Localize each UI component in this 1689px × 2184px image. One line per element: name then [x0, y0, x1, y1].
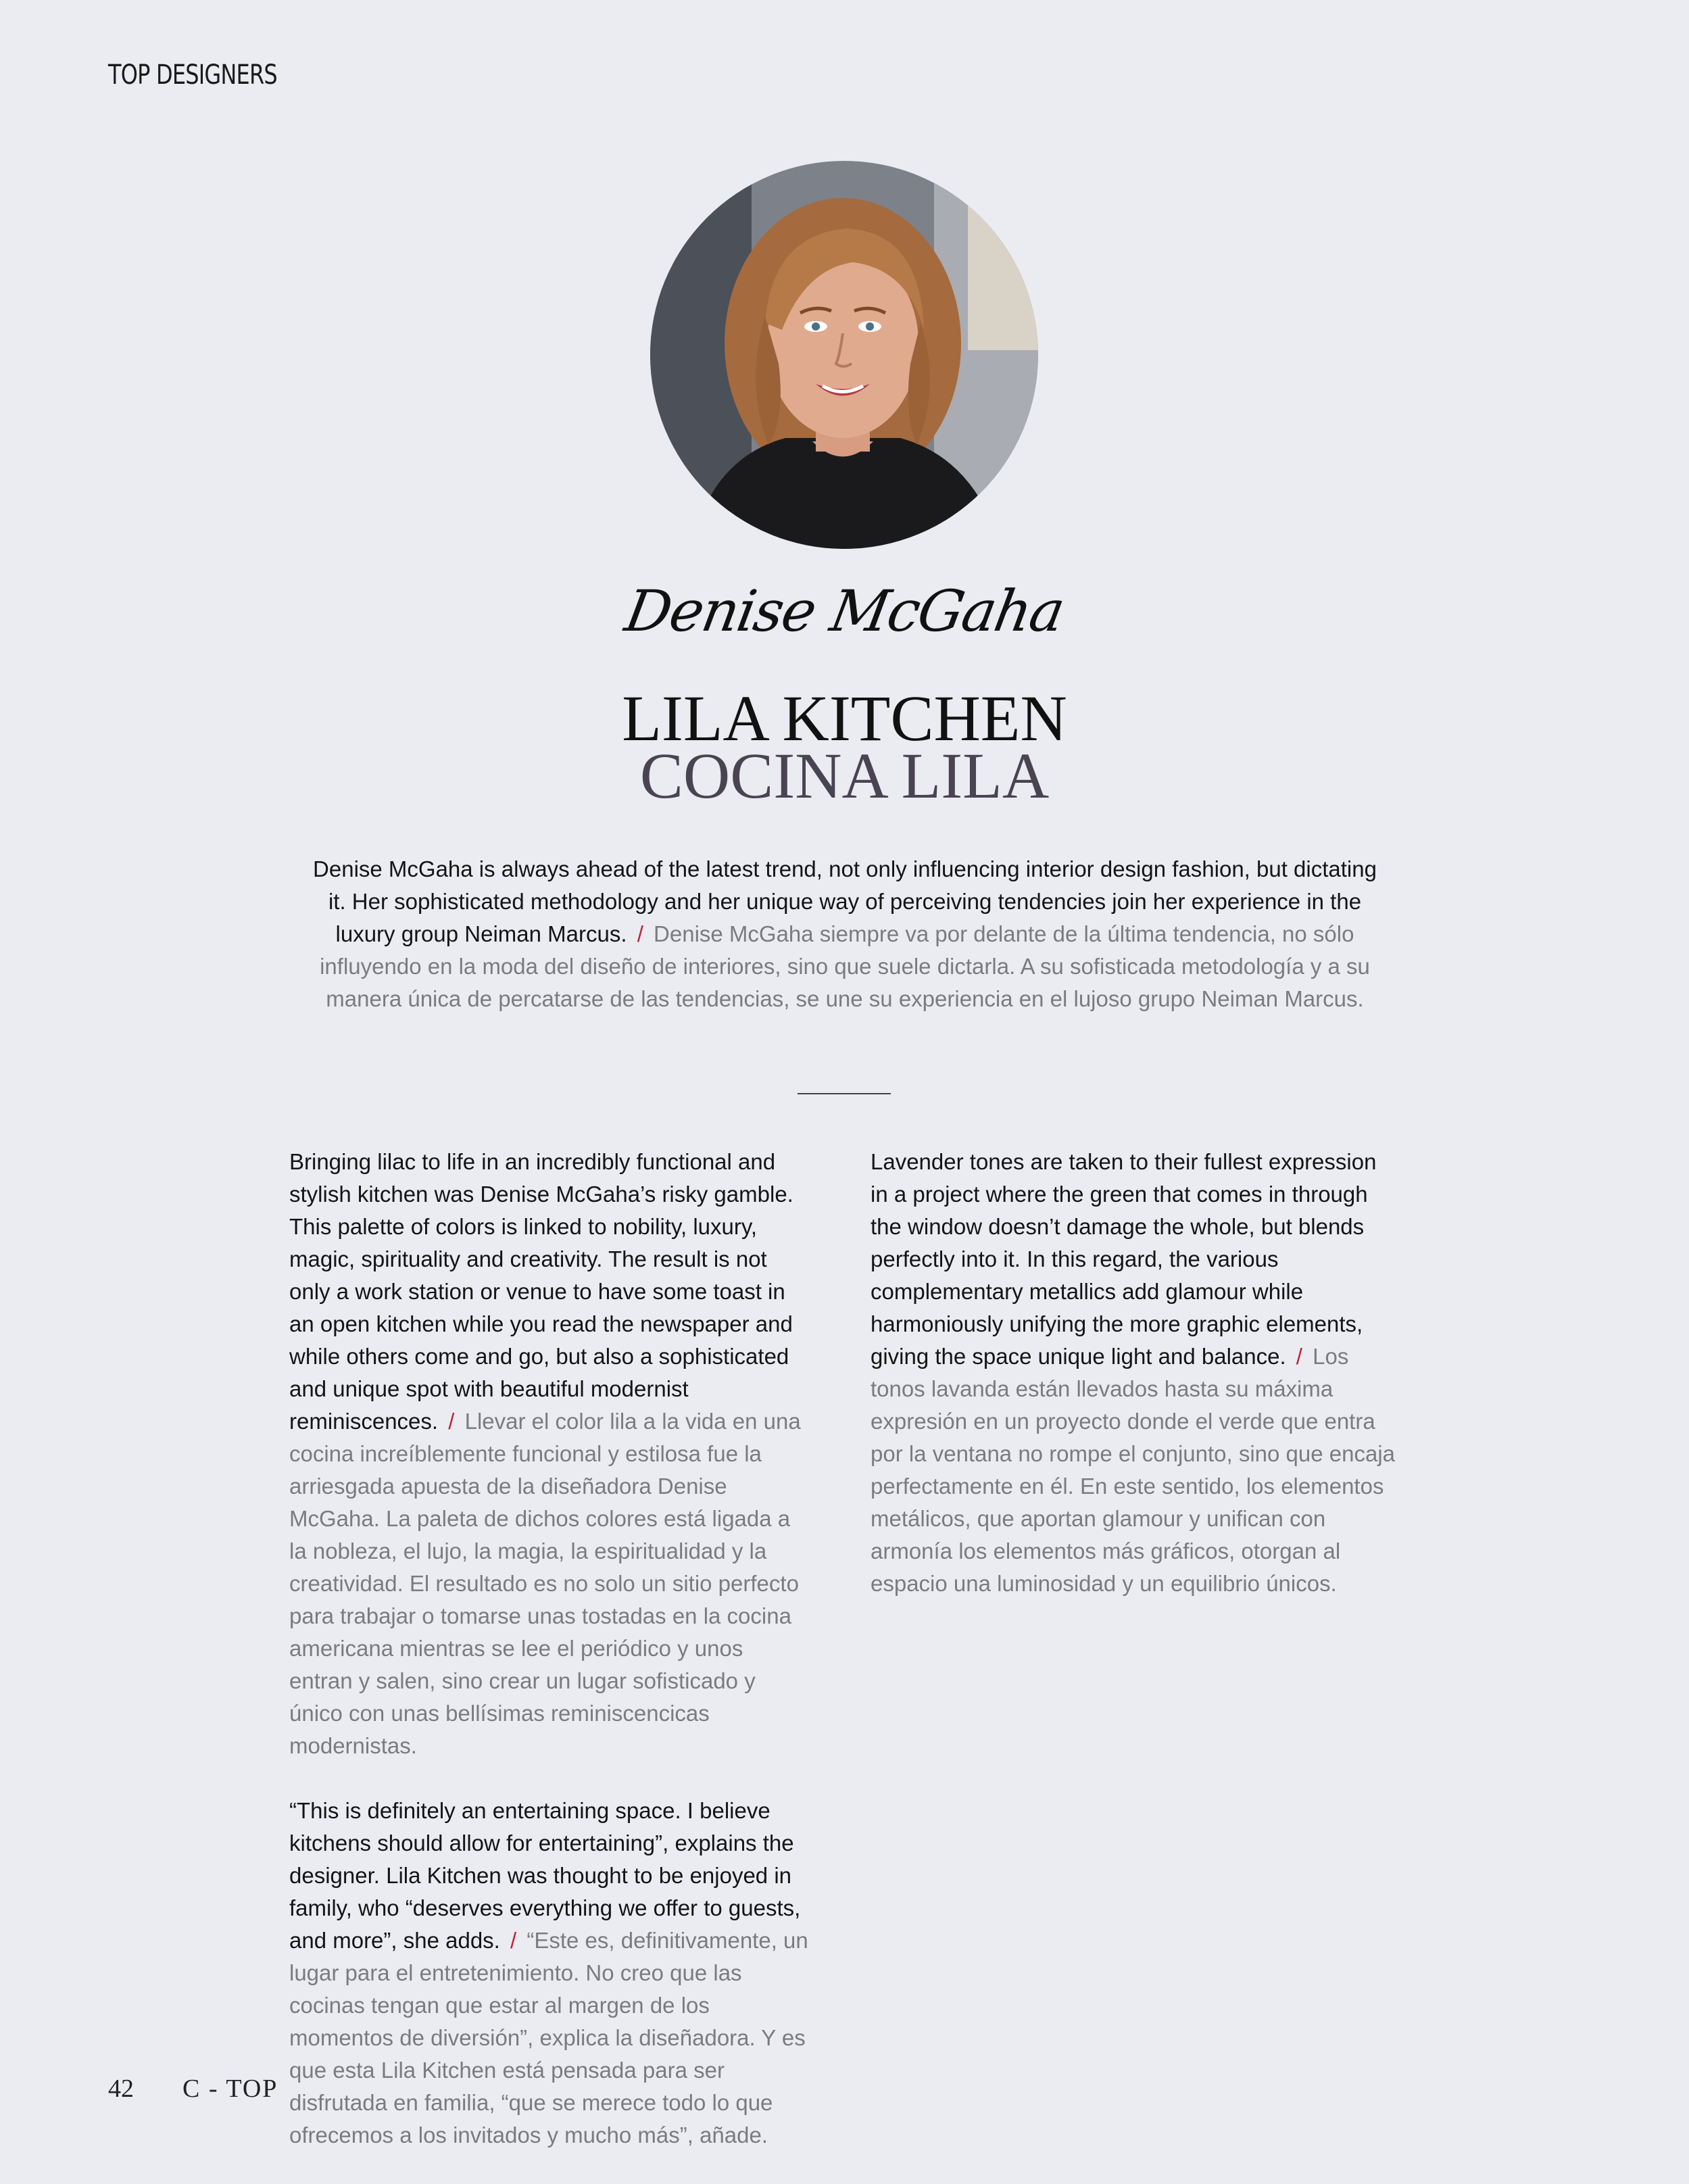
page-number: 42 [108, 2074, 134, 2103]
portrait-illustration [650, 161, 1038, 549]
intro-spanish: Denise McGaha siempre va por delante de la última tendencia, no sólo influyendo en la moda del diseño de interiores, sino que suele dictarla. A su sofisticada metodología y a su manera única de percatarse de las tendencias, se une su experiencia en el lujoso grupo Neiman Marcus. [320, 921, 1370, 1011]
language-separator: / [510, 1928, 517, 1953]
designer-signature: Denise McGaha [620, 578, 1069, 644]
paragraph-spanish: “Este es, definitivamente, un lugar para el entretenimiento. No creo que las cocinas tengan que estar al margen de los momentos de diversión”, explica la diseñadora. Y es que esta Lila Kitchen está pensada para ser disfrutada en familia, “que se merece todo lo que ofrecemos a los invitados y mucho más”, añade. [289, 1928, 808, 2147]
language-separator: / [637, 921, 643, 946]
language-separator: / [448, 1409, 455, 1434]
title-english: LILA KITCHEN [622, 682, 1067, 754]
body-column-left [289, 1146, 810, 2184]
body-paragraph [871, 1146, 1398, 1600]
language-separator: / [1296, 1344, 1302, 1369]
magazine-name: C - TOP [182, 2074, 278, 2103]
designer-portrait [650, 161, 1038, 549]
intro-english: Denise McGaha is always ahead of the latest trend, not only influencing interior design fashion, but dictating it. Her sophisticated methodology and her unique way of perceiving tendencies join her experience in the luxury group Neiman Marcus. [313, 856, 1377, 946]
paragraph-spanish: Llevar el color lila a la vida en una cocina increíblemente funcional y estilosa fue la arriesgada apuesta de la diseñadora Denise McGaha. La paleta de dichos colores está ligada a la nobleza, el lujo, la magia, la espiritualidad y la creatividad. El resultado es no solo un sitio perfecto para trabajar o tomarse unas tostadas en la cocina americana mientras se lee el periódico y unos entran y salen, sino crear un lugar sofisticado y único con unas bellísimas reminiscencicas modernistas. [289, 1409, 801, 1758]
body-column-right [871, 1146, 1398, 1632]
divider-rule [798, 1093, 891, 1094]
section-label: TOP DESIGNERS [108, 59, 277, 91]
body-paragraph [289, 1795, 810, 2152]
body-paragraph [289, 1146, 810, 1762]
intro-paragraph [304, 853, 1386, 1015]
paragraph-spanish: Los tonos lavanda están llevados hasta su máxima expresión en un proyecto donde el verde que entra por la ventana no rompe el conjunto, sino que encaja perfectamente en él. En este sentido, los elementos metálicos, que aportan glamour y unifican con armonía los elementos más gráficos, otorgan al espacio una luminosidad y un equilibrio únicos. [871, 1344, 1396, 1596]
paragraph-english: Lavender tones are taken to their fullest expression in a project where the green that comes in through the window doesn’t damage the whole, but blends perfectly into it. In this regard, the various complementary metallics add glamour while harmoniously unifying the more graphic elements, giving the space unique light and balance. [871, 1149, 1377, 1369]
paragraph-english: Bringing lilac to life in an incredibly functional and stylish kitchen was Denise McGaha’s risky gamble. This palette of colors is linked to nobility, luxury, magic, spirituality and creativity. The result is not only a work station or venue to have some toast in an open kitchen while you read the newspaper and while others come and go, but also a sophisticated and unique spot with beautiful modernist reminiscences. [289, 1149, 793, 1434]
title-spanish: COCINA LILA [639, 739, 1050, 812]
paragraph-english: “This is definitely an entertaining space. I believe kitchens should allow for entertaining”, explains the designer. Lila Kitchen was thought to be enjoyed in family, who “deserves everything we offer to guests, and more”, she adds. [289, 1798, 801, 1953]
